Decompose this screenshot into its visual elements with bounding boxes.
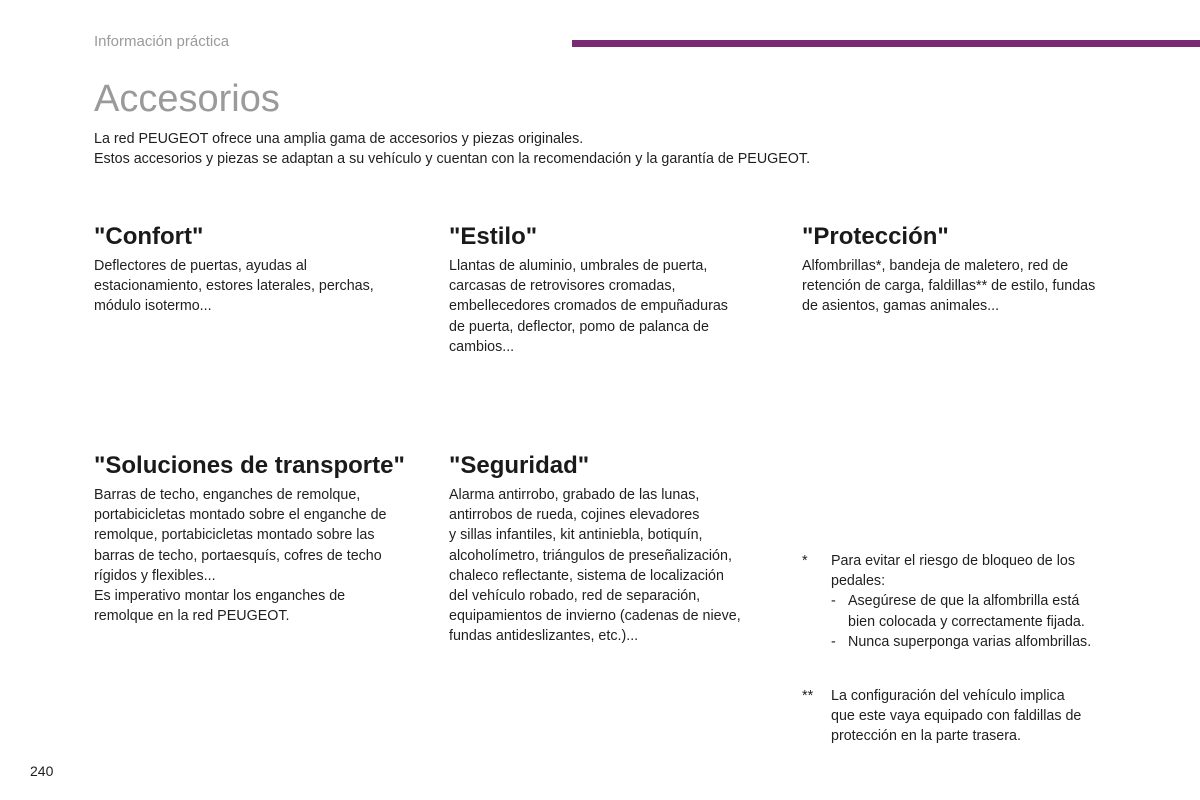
footnote bbox=[802, 551, 1132, 652]
footnote-text: Para evitar el riesgo de bloqueo de los pedales: bbox=[831, 553, 1075, 590]
footnote-alfombrillas bbox=[802, 551, 1132, 652]
footnote-mark: * bbox=[802, 553, 808, 569]
block-proteccion bbox=[802, 222, 1132, 317]
block-title: "Protección" bbox=[802, 223, 949, 250]
block-seguridad bbox=[449, 451, 779, 647]
block-title: "Soluciones de transporte" bbox=[94, 452, 405, 479]
footnote-subitem bbox=[831, 632, 1132, 652]
accent-bar bbox=[572, 40, 1200, 47]
footnote-subitem bbox=[831, 591, 1132, 631]
block-title: "Confort" bbox=[94, 223, 204, 250]
block-body: Alfombrillas*, bandeja de maletero, red de retención de carga, faldillas** de estilo, fundas de asientos, gamas animales... bbox=[802, 258, 1096, 315]
footnote-faldillas bbox=[802, 686, 1132, 747]
footnote-subitem-text: Nunca superponga varias alfombrillas. bbox=[848, 633, 1092, 650]
intro-line: La red PEUGEOT ofrece una amplia gama de accesorios y piezas originales. bbox=[94, 131, 584, 147]
block-body: Llantas de aluminio, umbrales de puerta, carcasas de retrovisores cromadas, embellecedores cromados de empuñaduras de puerta, deflector, pomo de palanca de cambios... bbox=[449, 258, 728, 355]
block-estilo bbox=[449, 222, 779, 357]
section-label: Información práctica bbox=[94, 33, 230, 50]
page-number: 240 bbox=[30, 763, 54, 779]
intro-line: Estos accesorios y piezas se adaptan a su vehículo y cuentan con la recomendación y la garantía de PEUGEOT. bbox=[94, 151, 811, 167]
footnote-mark: ** bbox=[802, 688, 814, 704]
footnote-subitem-text: Asegúrese de que la alfombrilla está bien colocada y correctamente fijada. bbox=[848, 593, 1085, 630]
dash-bullet: - bbox=[831, 593, 836, 610]
block-title: "Estilo" bbox=[449, 223, 538, 250]
footnote bbox=[802, 686, 1132, 747]
block-title: "Seguridad" bbox=[449, 452, 590, 479]
intro bbox=[94, 129, 994, 169]
dash-bullet: - bbox=[831, 633, 836, 650]
block-body: Deflectores de puertas, ayudas al estacionamiento, estores laterales, perchas, módulo isotermo... bbox=[94, 258, 374, 315]
footnote-text: La configuración del vehículo implica que este vaya equipado con faldillas de protección en la parte trasera. bbox=[831, 688, 1082, 745]
block-soluciones-transporte bbox=[94, 451, 424, 626]
footnote-body bbox=[831, 551, 1132, 652]
block-confort bbox=[94, 222, 424, 317]
page-title: Accesorios bbox=[94, 78, 280, 120]
block-body: Alarma antirrobo, grabado de las lunas, antirrobos de rueda, cojines elevadores y sillas infantiles, kit antiniebla, botiquín, alcoholímetro, triángulos de preseñalización, chaleco reflectante, sistema de localización del vehículo robado, red de separación, equipamientos de invierno (cadenas de nieve, fundas antideslizantes, etc.)... bbox=[449, 487, 741, 645]
block-body: Barras de techo, enganches de remolque, portabicicletas montado sobre el enganche de remolque, portabicicletas montado sobre las barras de techo, portaesquís, cofres de techo rígidos y flexibles... Es imperativo montar los enganches de remolque en la red PEUGEOT. bbox=[94, 487, 387, 625]
